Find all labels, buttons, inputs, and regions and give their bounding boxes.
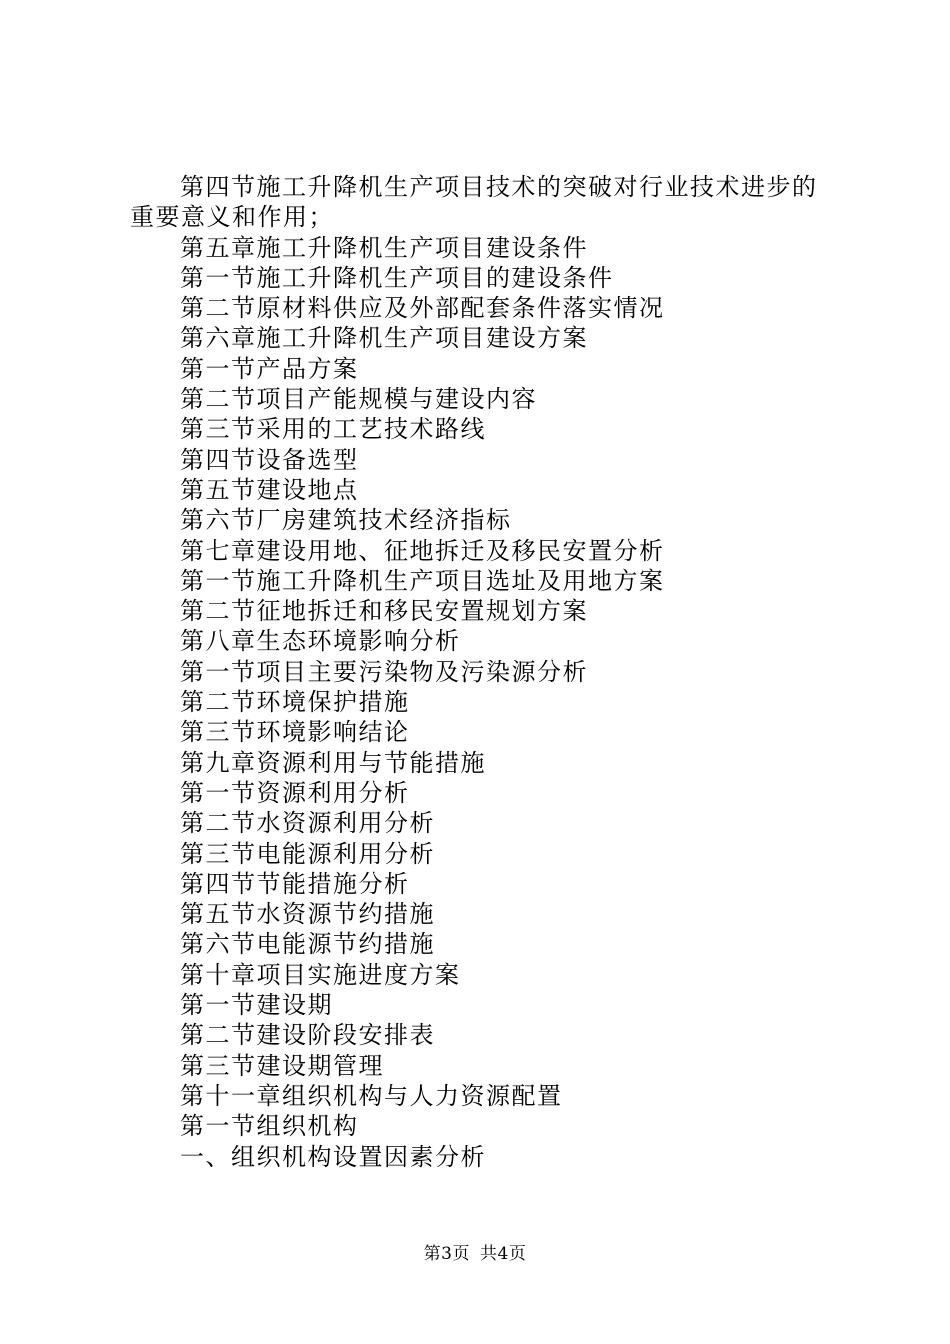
chapter-heading: 第九章资源利用与节能措施 (180, 748, 486, 777)
section-heading: 第三节建设期管理 (180, 1051, 384, 1080)
page-total: 共4页 (480, 1244, 527, 1264)
chapter-heading: 第八章生态环境影响分析 (180, 627, 461, 656)
section-heading: 第三节电能源利用分析 (180, 839, 435, 868)
chapter-heading: 第十章项目实施进度方案 (180, 960, 461, 989)
section-heading: 第一节资源利用分析 (180, 778, 410, 807)
section-heading: 第三节环境影响结论 (180, 718, 410, 747)
section-heading: 第三节采用的工艺技术路线 (180, 415, 486, 444)
section-heading: 第六节电能源节约措施 (180, 930, 435, 959)
chapter-heading: 第七章建设用地、征地拆迁及移民安置分析 (180, 536, 665, 565)
section-heading: 第一节组织机构 (180, 1112, 359, 1141)
document-body (130, 172, 840, 1172)
section-heading: 第二节原材料供应及外部配套条件落实情况 (180, 294, 665, 323)
section-heading: 第一节施工升降机生产项目的建设条件 (180, 263, 614, 292)
section-heading: 第五节水资源节约措施 (180, 900, 435, 929)
page-footer (0, 1243, 950, 1265)
section-heading: 第二节项目产能规模与建设内容 (180, 385, 537, 414)
section-heading: 第二节征地拆迁和移民安置规划方案 (180, 597, 588, 626)
chapter-heading: 第十一章组织机构与人力资源配置 (180, 1081, 563, 1110)
section-heading: 第五节建设地点 (180, 475, 359, 504)
section-heading: 第二节建设阶段安排表 (180, 1021, 435, 1050)
paragraph: 第四节施工升降机生产项目技术的突破对行业技术进步的重要意义和作用； (130, 173, 818, 232)
chapter-heading: 第六章施工升降机生产项目建设方案 (180, 324, 588, 353)
chapter-heading: 第五章施工升降机生产项目建设条件 (180, 233, 588, 262)
section-heading: 第一节施工升降机生产项目选址及用地方案 (180, 566, 665, 595)
page-number: 第3页 (423, 1244, 470, 1264)
section-heading: 第二节环境保护措施 (180, 688, 410, 717)
section-heading: 第一节建设期 (180, 991, 333, 1020)
section-heading: 第二节水资源利用分析 (180, 809, 435, 838)
subsection-heading: 一、组织机构设置因素分析 (180, 1142, 486, 1171)
section-heading: 第六节厂房建筑技术经济指标 (180, 506, 512, 535)
section-heading: 第一节项目主要污染物及污染源分析 (180, 657, 588, 686)
section-heading: 第四节设备选型 (180, 445, 359, 474)
section-heading: 第四节节能措施分析 (180, 869, 410, 898)
section-heading: 第一节产品方案 (180, 354, 359, 383)
